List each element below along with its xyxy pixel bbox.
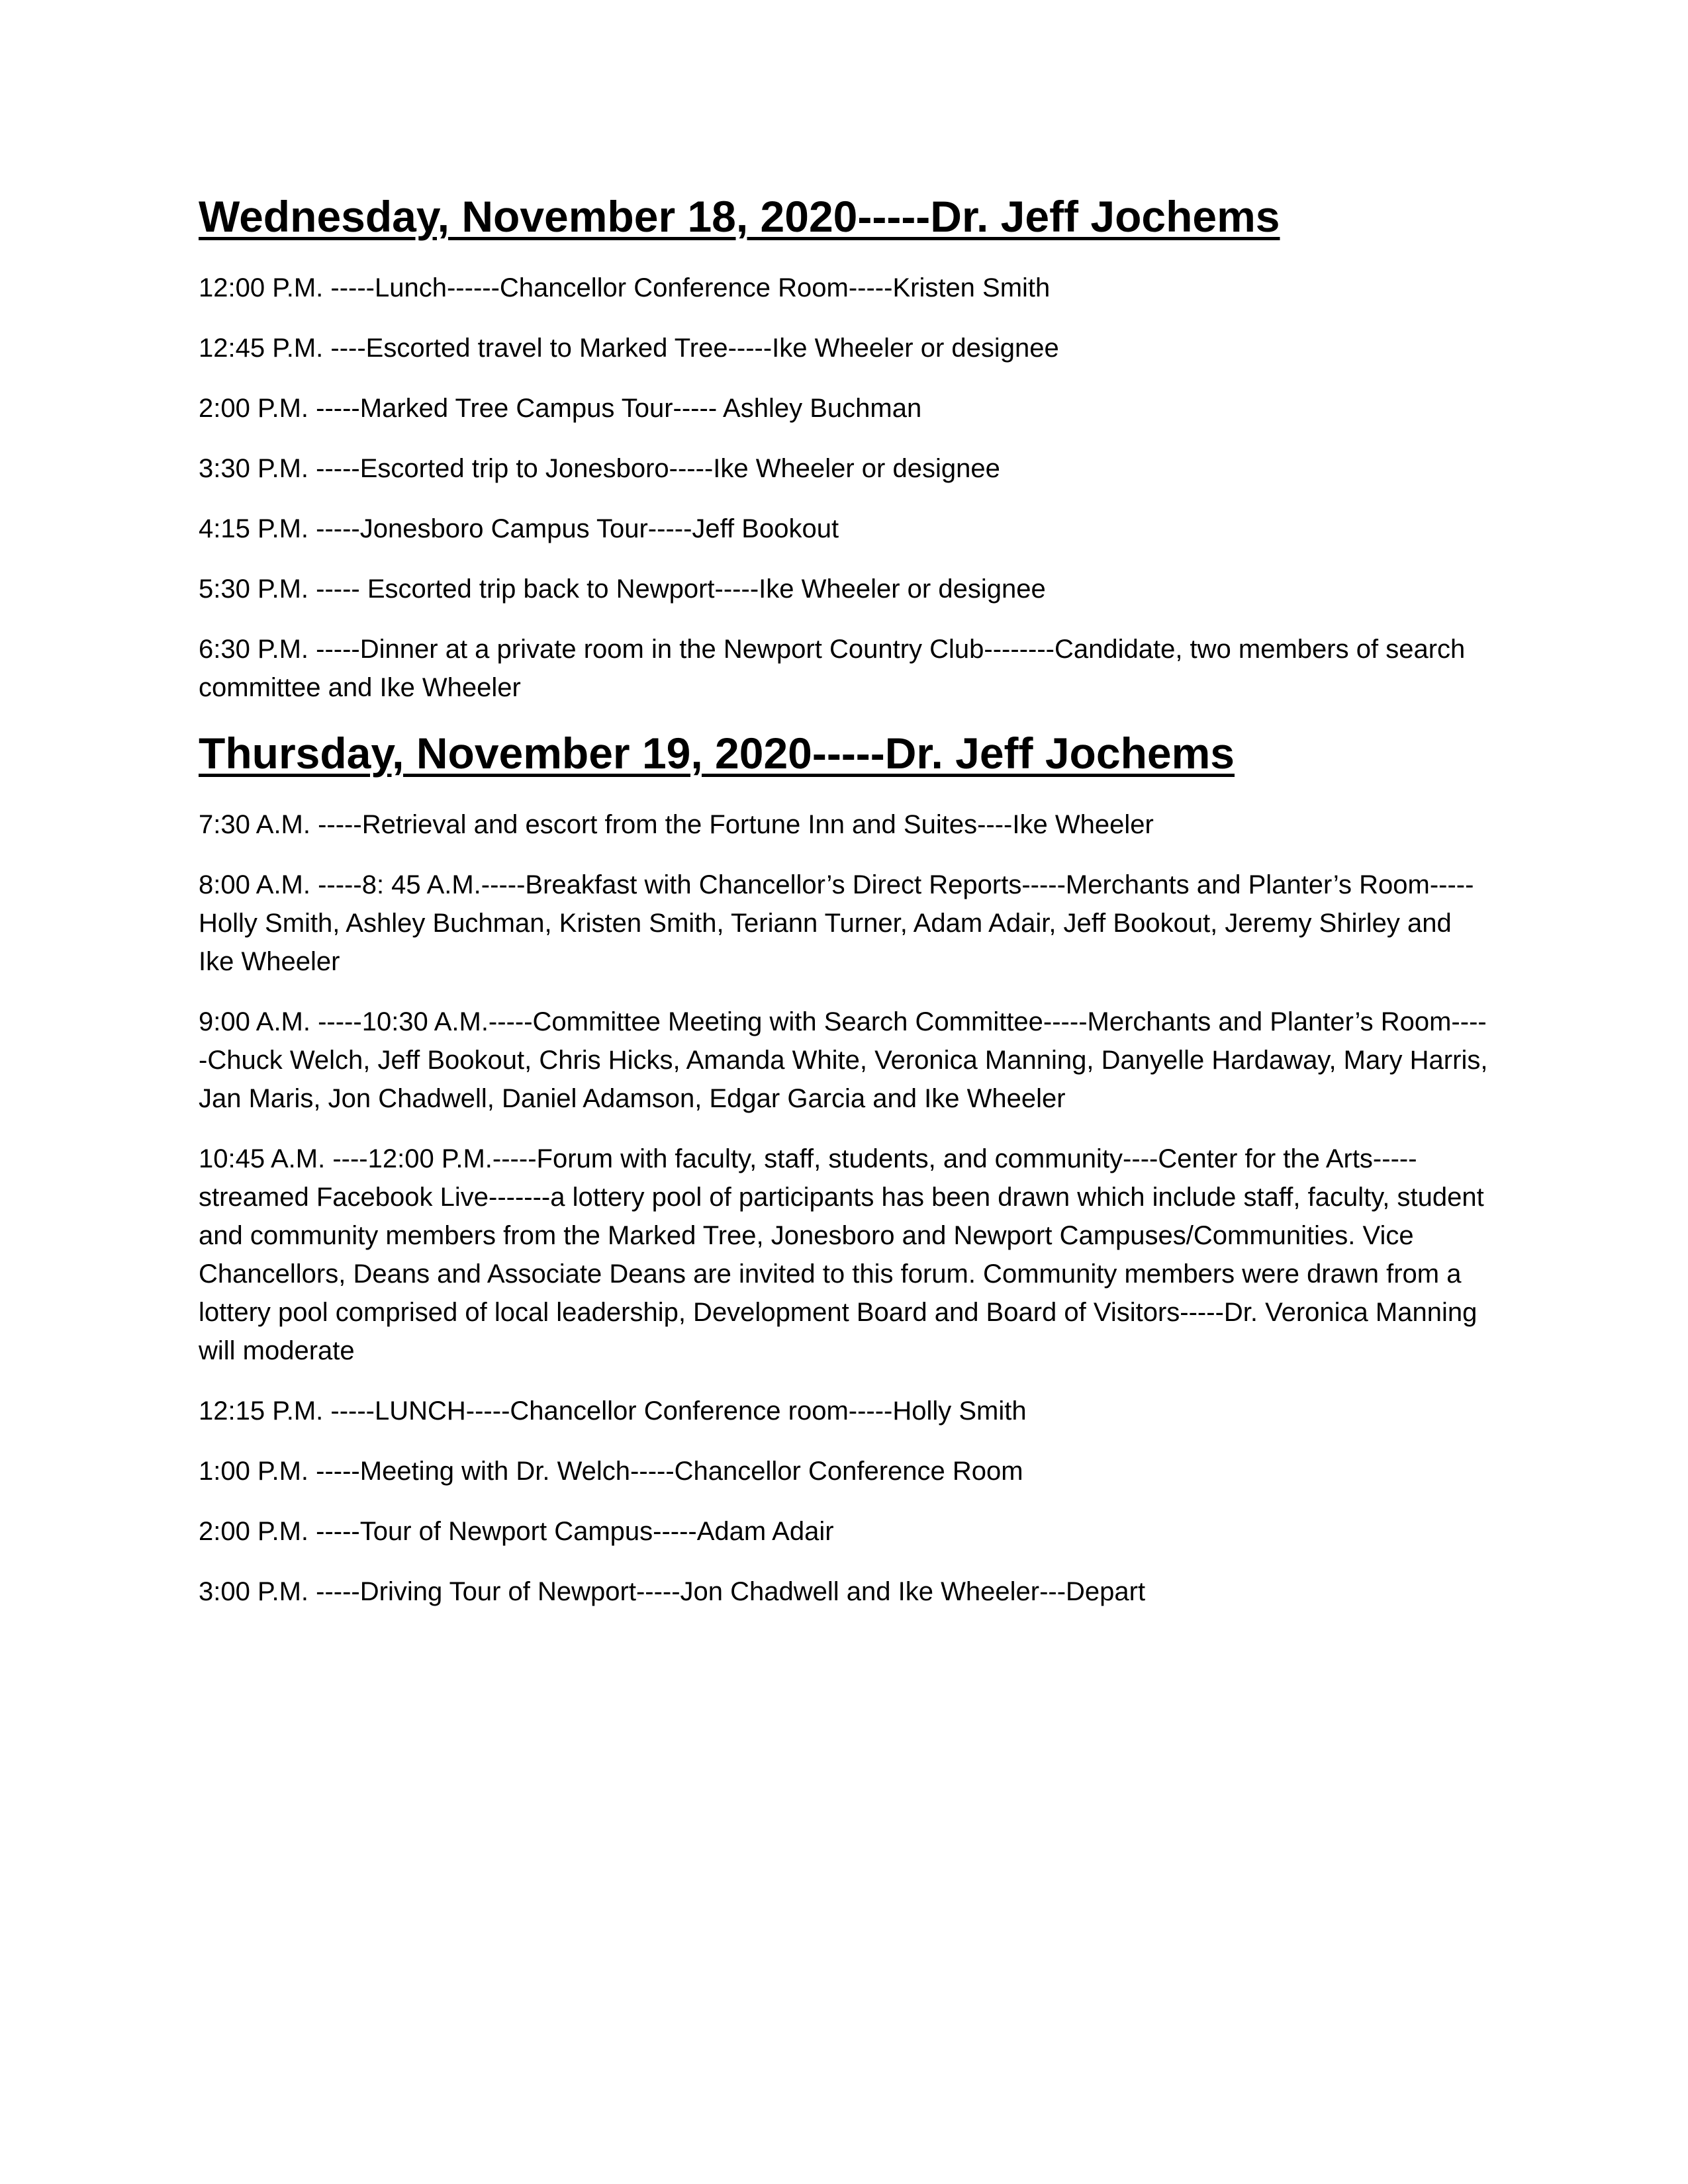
schedule-entry: 6:30 P.M. -----Dinner at a private room in the Newport Country Club--------Candidate, two members of search committee and Ike Wheeler	[199, 634, 1466, 702]
day-section-wednesday	[199, 192, 1489, 707]
schedule-entry: 12:00 P.M. -----Lunch------Chancellor Conference Room-----Kristen Smith	[199, 273, 1051, 302]
schedule-page	[199, 192, 1489, 1633]
schedule-entry: 5:30 P.M. ----- Escorted trip back to Newport-----Ike Wheeler or designee	[199, 574, 1046, 604]
day-section-thursday	[199, 729, 1489, 1611]
schedule-entry: 12:45 P.M. ----Escorted travel to Marked Tree-----Ike Wheeler or designee	[199, 333, 1059, 363]
day-heading: Thursday, November 19, 2020-----Dr. Jeff Jochems	[199, 728, 1235, 778]
schedule-entry: 4:15 P.M. -----Jonesboro Campus Tour-----Jeff Bookout	[199, 514, 839, 543]
schedule-entry: 3:00 P.M. -----Driving Tour of Newport-----Jon Chadwell and Ike Wheeler---Depart	[199, 1576, 1146, 1606]
schedule-entry: 2:00 P.M. -----Marked Tree Campus Tour----- Ashley Buchman	[199, 393, 922, 423]
schedule-entry: 2:00 P.M. -----Tour of Newport Campus-----Adam Adair	[199, 1516, 834, 1546]
schedule-entry: 12:15 P.M. -----LUNCH-----Chancellor Conference room-----Holly Smith	[199, 1396, 1027, 1426]
schedule-entry: 8:00 A.M. -----8: 45 A.M.-----Breakfast with Chancellor’s Direct Reports-----Merchants and Planter’s Room-----Holly Smith, Ashley Buchman, Kristen Smith, Teriann Turner, Adam Adair, Jeff Bookout, Jeremy Shirley and Ike Wheeler	[199, 870, 1474, 976]
schedule-entry: 7:30 A.M. -----Retrieval and escort from the Fortune Inn and Suites----Ike Wheeler	[199, 809, 1154, 839]
schedule-entry: 3:30 P.M. -----Escorted trip to Jonesboro-----Ike Wheeler or designee	[199, 453, 1000, 483]
schedule-entry: 10:45 A.M. ----12:00 P.M.-----Forum with faculty, staff, students, and community----Center for the Arts----- streamed Facebook Live-------a lottery pool of participants has been drawn which include staff, faculty, student and community members from the Marked Tree, Jonesboro and Newport Campuses/Communities. Vice Chancellors, Deans and Associate Deans are invited to this forum. Community members were drawn from a lottery pool comprised of local leadership, Development Board and Board of Visitors-----Dr. Veronica Manning will moderate	[199, 1144, 1484, 1365]
day-heading: Wednesday, November 18, 2020-----Dr. Jeff Jochems	[199, 192, 1280, 241]
schedule-entry: 9:00 A.M. -----10:30 A.M.-----Committee Meeting with Search Committee-----Merchants and Planter’s Room-----Chuck Welch, Jeff Bookout, Chris Hicks, Amanda White, Veronica Manning, Danyelle Hardaway, Mary Harris, Jan Maris, Jon Chadwell, Daniel Adamson, Edgar Garcia and Ike Wheeler	[199, 1007, 1488, 1113]
schedule-entry: 1:00 P.M. -----Meeting with Dr. Welch-----Chancellor Conference Room	[199, 1456, 1023, 1486]
